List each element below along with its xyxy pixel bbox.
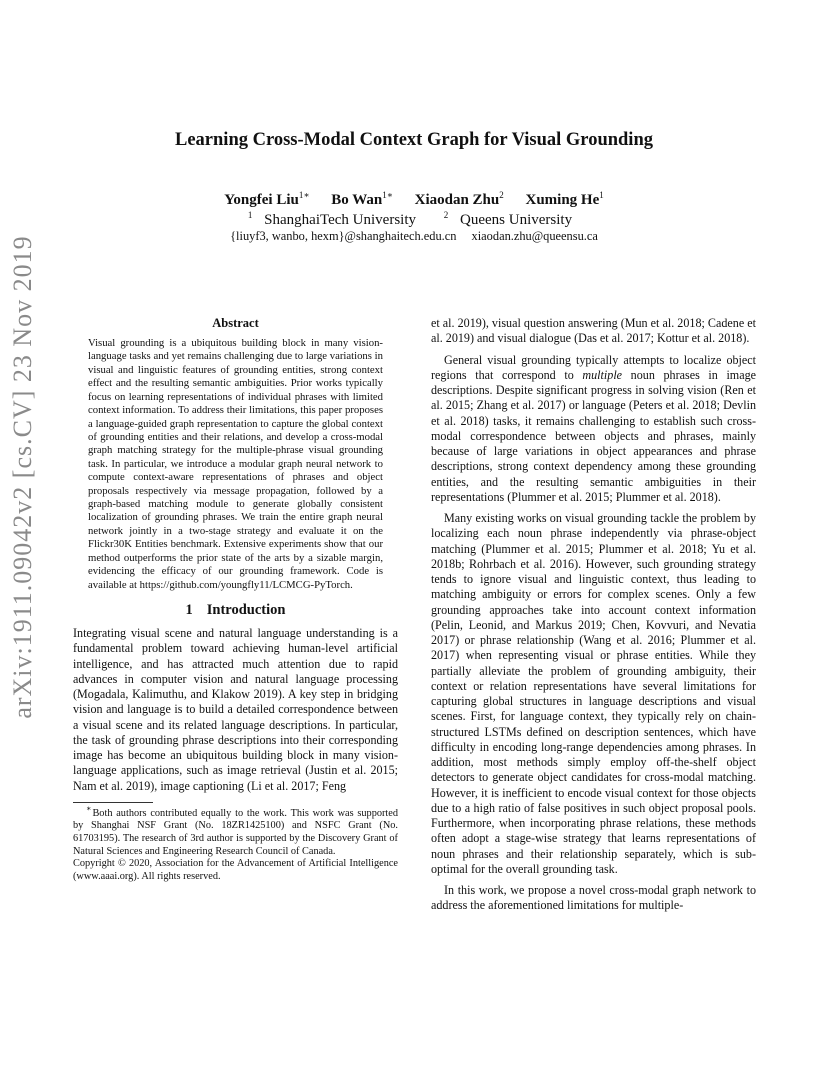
arxiv-stamp: arXiv:1911.09042v2 [cs.CV] 23 Nov 2019 bbox=[8, 235, 37, 719]
abstract-heading: Abstract bbox=[212, 316, 259, 330]
footnote-divider bbox=[73, 802, 153, 803]
author: Xuming He$^1$ bbox=[525, 190, 604, 208]
author: Xiaodan Zhu$^2$ bbox=[414, 190, 504, 208]
author-emails bbox=[0, 229, 828, 244]
affiliation: $^1$ ShanghaiTech University bbox=[247, 210, 417, 228]
right-column bbox=[431, 316, 756, 914]
footnote: ∗Both authors contributed equally to the work. This work was supported by Shanghai NSF Grant (No. 18ZR1425100) and NSFC Grant (No. 61703195). The research of 3rd author is supported by the Discovery Grant of Natural Sciences and Engineering Research Council of Canada. bbox=[73, 804, 398, 857]
paper-title: Learning Cross-Modal Context Graph for Visual Grounding bbox=[175, 130, 653, 150]
author-list bbox=[0, 190, 828, 209]
intro-paragraph: et al. 2019), visual question answering (Mun et al. 2018; Cadene et al. 2019) and visual dialogue (Das et al. 2017; Kottur et al. 2018). bbox=[431, 316, 756, 346]
email: {liuyf3, wanbo, hexm}@shanghaitech.edu.cn bbox=[230, 229, 457, 243]
intro-paragraph: General visual grounding typically attempts to localize object regions that correspond to multiple noun phrases in image descriptions. Despite significant progress in solving vision (Ren et al. 2015; Zhang et al. 2017) or language (Peters et al. 2018; Devlin et al. 2018) tasks, it remains challenging to establish such cross-modal correspondence between objects and phrases, mainly because of large variations in object appearances and phrase descriptions, strong context dependency among these grounding entities, and the resulting semantic ambiguities in their representations (Plummer et al. 2015; Plummer et al. 2018). bbox=[431, 352, 756, 504]
left-column bbox=[73, 316, 398, 883]
affiliation: $^2$ Queens University bbox=[443, 210, 573, 228]
affiliations bbox=[0, 210, 828, 229]
section-heading: 1 Introduction bbox=[185, 602, 286, 619]
email: xiaodan.zhu@queensu.ca bbox=[471, 229, 598, 243]
intro-paragraph: Many existing works on visual grounding tackle the problem by localizing each noun phrase independently via phrase-object matching (Plummer et al. 2015; Plummer et al. 2018; Yu et al. 2018b; Rohrbach et al. 2016). However, such grounding strategy tends to ignore visual and linguistic context, thus leading to matching ambiguity or errors for complex scenes. Only a few grounding approaches take into account context information (Pelin, Leonid, and Markus 2019; Chen, Kovvuri, and Nevatia 2017) or phrase relationship (Wang et al. 2016; Plummer et al. 2017) when representing visual or phrase entities. While they partially alleviate the problem of grounding ambiguity, their context or relation representations have several limitations for capturing global structures in language descriptions and visual scenes. First, for language context, they typically rely on chain-structured LSTMs defined on description sentences, which have difficulty in encoding long-range dependencies among phrases. In addition, most methods simply employ off-the-shelf object detectors to generate object candidates for cross-modal matching. However, it is inefficient to encode visual context for those objects due to a high ratio of false positives in such object proposal pools. Furthermore, when incorporating phrase relations, these methods often adopt a stage-wise strategy that learns representations of noun phrases and their relationship separately, which is sub-optimal for the overall grounding task. bbox=[431, 511, 756, 876]
abstract-text: Visual grounding is a ubiquitous building block in many vision-language tasks and yet remains challenging due to large variations in visual and linguistic features of grounding entities, strong context effect and the resulting semantic ambiguities. Prior works typically focus on learning representations of individual phrases with limited context information. To address their limitations, this paper proposes a language-guided graph representation to capture the global context of grounding entities and their relations, and develop a cross-modal graph matching strategy for the multiple-phrase visual grounding task. In particular, we introduce a modular graph neural network to compute context-aware representations of phrases and object proposals respectively via message propagation, followed by a graph-based matching module to generate globally consistent localization of grounding phrases. We train the entire graph neural network jointly in a two-stage strategy and evaluate it on the Flickr30K Entities benchmark. Extensive experiments show that our method outperforms the prior state of the arts by a sizable margin, evidencing the efficacy of our grounding framework. Code is available at https://github.com/youngfly11/LCMCG-PyTorch. bbox=[88, 337, 383, 591]
author: Yongfei Liu$^{1∗}$ bbox=[224, 190, 310, 208]
author: Bo Wan$^{1∗}$ bbox=[331, 190, 393, 208]
intro-paragraph: Integrating visual scene and natural language understanding is a fundamental problem toward achieving human-level artificial intelligence, and has attracted much attention due to rapid advances in computer vision and natural language processing (Mogadala, Kalimuthu, and Klakow 2019). A key step in bridging vision and language is to build a detailed correspondence between a visual scene and its related language descriptions. In particular, the task of grounding phrase descriptions into their corresponding image has become an ubiquitous building block in many vision-language applications, such as image retrieval (Justin et al. 2015; Nam et al. 2019), image captioning (Li et al. 2017; Feng bbox=[73, 626, 398, 793]
intro-paragraph: In this work, we propose a novel cross-modal graph network to address the aforementioned limitations for multiple- bbox=[431, 883, 756, 913]
copyright-notice: Copyright © 2020, Association for the Advancement of Artificial Intelligence (www.aaai.org). All rights reserved. bbox=[73, 858, 398, 882]
